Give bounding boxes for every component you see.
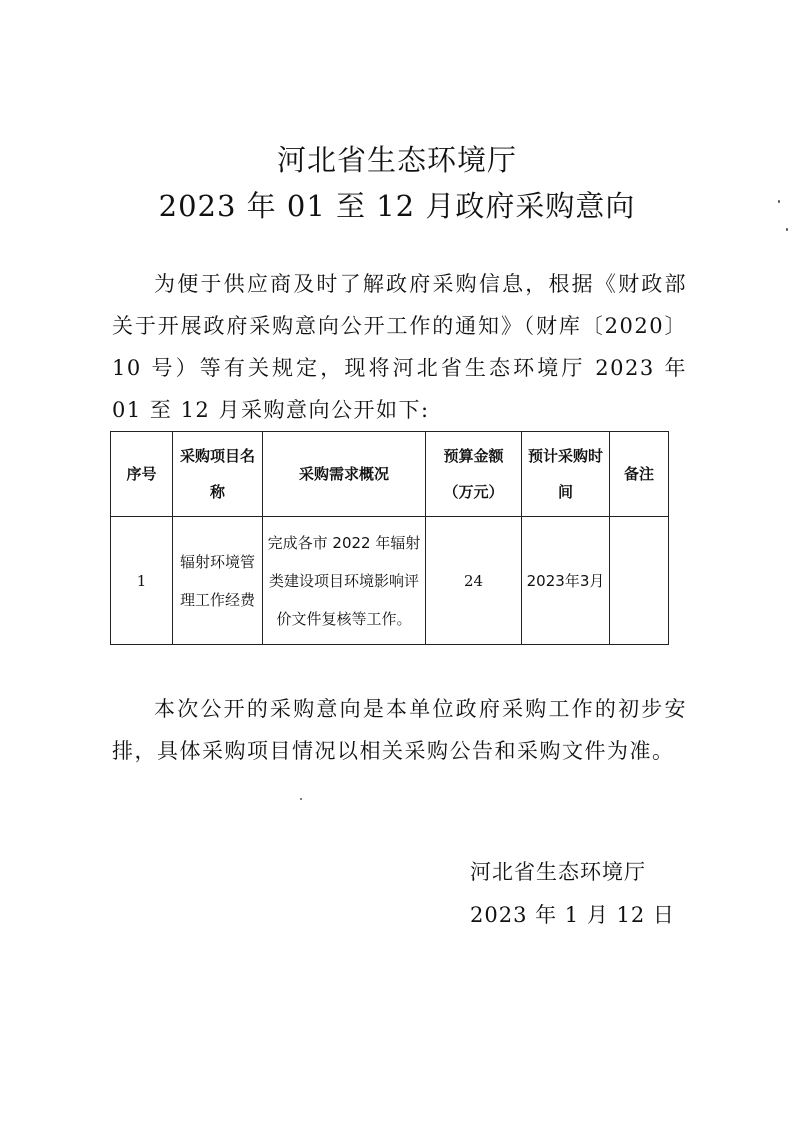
header-budget: 预算金额（万元）: [426, 432, 522, 517]
header-serial: 序号: [111, 432, 173, 517]
intro-paragraph: 为便于供应商及时了解政府采购信息，根据《财政部关于开展政府采购意向公开工作的通知》（财库〔2020〕10 号）等有关规定，现将河北省生态环境厅 2023 年 01 至 12 月采购意向公开如下:: [112, 272, 687, 422]
table-row: [111, 517, 669, 645]
cell-time: 2023年3月: [522, 517, 610, 645]
scan-speck: [786, 228, 788, 231]
cell-serial: 1: [111, 517, 173, 645]
scan-speck: [300, 798, 302, 800]
table-header-row: [111, 432, 669, 517]
procurement-table: [110, 431, 669, 645]
document-title: 河北省生态环境厅: [276, 143, 517, 177]
signature-date: 2023 年 1 月 12 日: [470, 903, 675, 927]
cell-project-name: 辐射环境管理工作经费: [173, 517, 263, 645]
document-subtitle: 2023 年 01 至 12 月政府采购意向: [158, 189, 636, 223]
header-remarks: 备注: [610, 432, 669, 517]
cell-remarks: [610, 517, 669, 645]
header-project-name: 采购项目名称: [173, 432, 263, 517]
header-time: 预计采购时间: [522, 432, 610, 517]
signature-org: 河北省生态环境厅: [470, 860, 646, 884]
cell-budget: 24: [426, 517, 522, 645]
scan-speck: [778, 200, 780, 203]
closing-paragraph: 本次公开的采购意向是本单位政府采购工作的初步安排，具体采购项目情况以相关采购公告和采购文件为准。: [112, 697, 687, 763]
header-requirement: 采购需求概况: [263, 432, 426, 517]
cell-requirement: 完成各市 2022 年辐射类建设项目环境影响评价文件复核等工作。: [263, 517, 426, 645]
